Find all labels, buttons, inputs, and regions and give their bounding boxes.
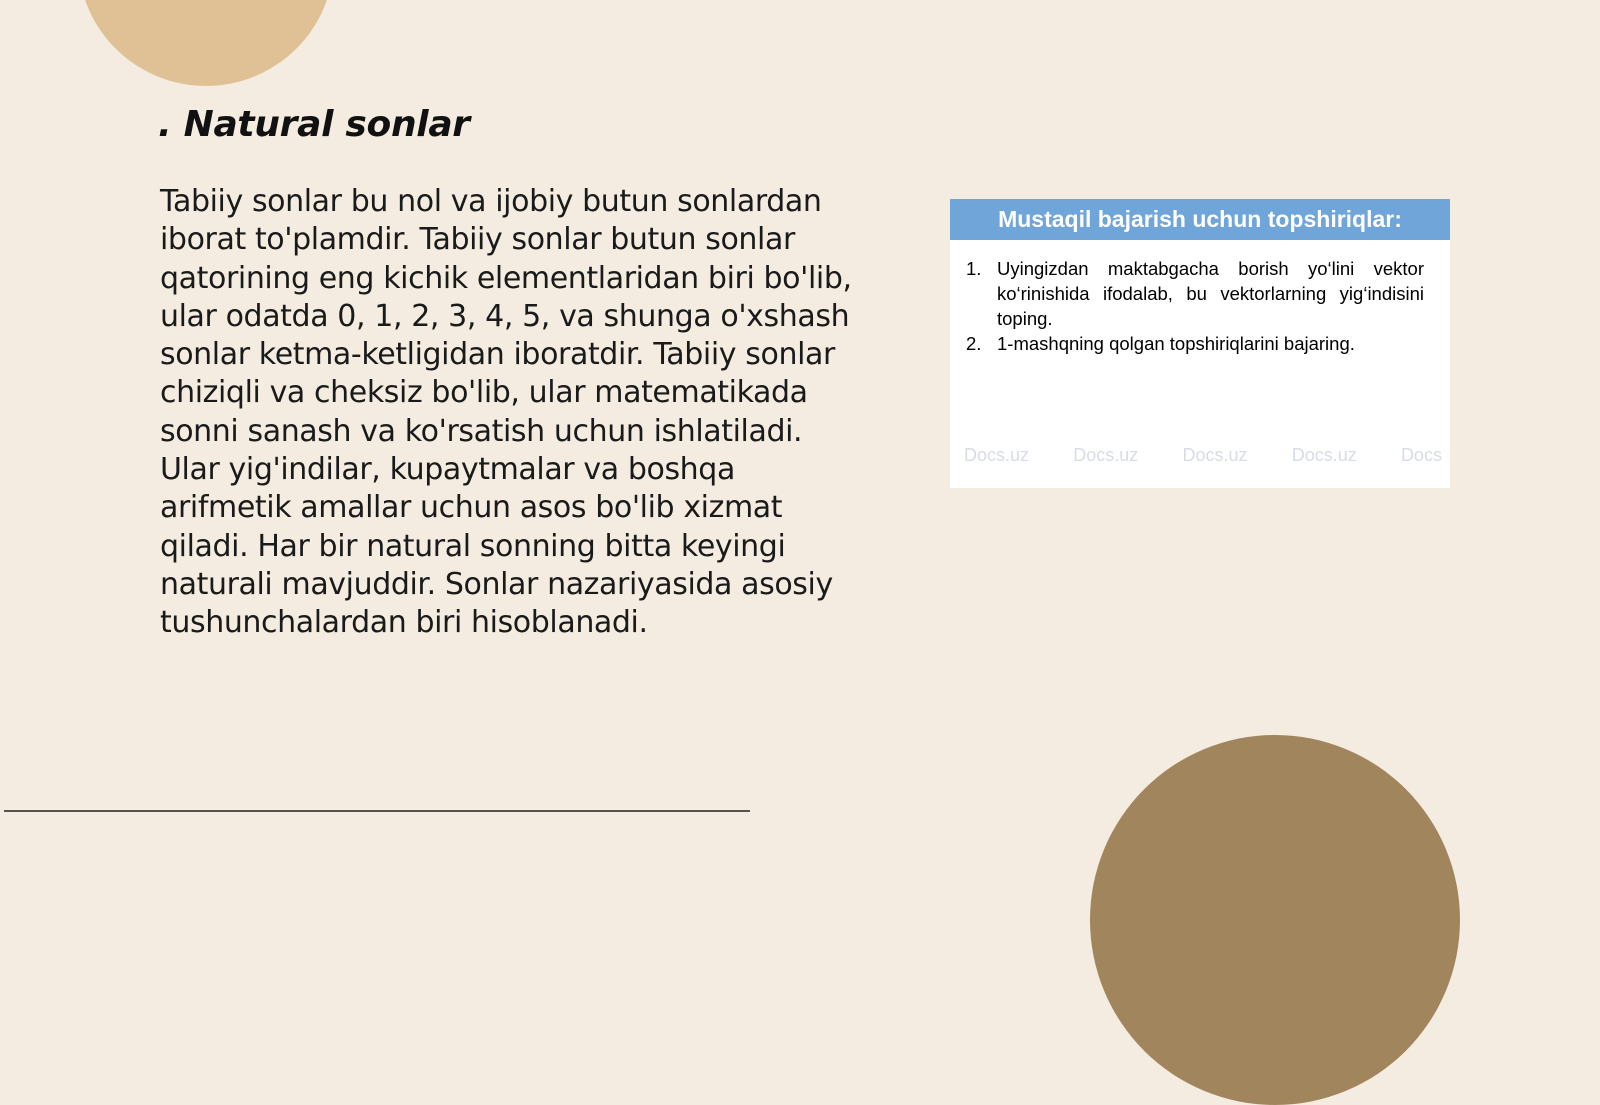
- task-list: [950, 240, 1450, 356]
- watermark-text: Docs.uz: [1182, 445, 1248, 465]
- task-item: [966, 331, 1424, 356]
- slide-title: . Natural sonlar: [158, 104, 470, 145]
- watermark-text: Docs.uz: [964, 445, 1030, 465]
- slide-body-text: Tabiiy sonlar bu nol va ijobiy butun sonlardan iborat to'plamdir. Tabiiy sonlar butun sonlar qatorining eng kichik elementlaridan biri bo'lib, ular odatda 0, 1, 2, 3, 4, 5, va shunga o'xshash sonlar ketma-ketligidan iboratdir. Tabiiy sonlar chiziqli va cheksiz bo'lib, ular matematikada sonni sanash va ko'rsatish uchun ishlatiladi. Ular yig'indilar, kupaytmalar va boshqa arifmetik amallar uchun asos bo'lib xizmat qiladi. Har bir natural sonning bitta keyingi naturali mavjuddir. Sonlar nazariyasida asosiy tushunchalardan biri hisoblanadi.: [160, 184, 852, 641]
- task-item-number: 1.: [966, 258, 982, 279]
- horizontal-divider: [4, 810, 750, 812]
- task-card-header-label: Mustaqil bajarish uchun topshiriqlar:: [998, 206, 1402, 232]
- watermark-text: Docs.uz: [1291, 445, 1357, 465]
- task-card-header: [950, 199, 1450, 240]
- task-card-image: [950, 199, 1450, 488]
- decorative-circle-top: [78, 0, 334, 86]
- watermark-row: [964, 445, 1442, 466]
- watermark-text: Docs: [1400, 445, 1442, 465]
- task-item-text: Uyingizdan maktabgacha borish yo‘lini vektor ko‘rinishida ifodalab, bu vektorlarning yig‘indisini toping.: [997, 258, 1424, 329]
- task-item-text: 1-mashqning qolgan topshiriqlarini bajaring.: [997, 333, 1355, 354]
- task-item-number: 2.: [966, 333, 982, 354]
- decorative-circle-bottom: [1090, 735, 1460, 1105]
- watermark-text: Docs.uz: [1073, 445, 1139, 465]
- task-item: [966, 256, 1424, 331]
